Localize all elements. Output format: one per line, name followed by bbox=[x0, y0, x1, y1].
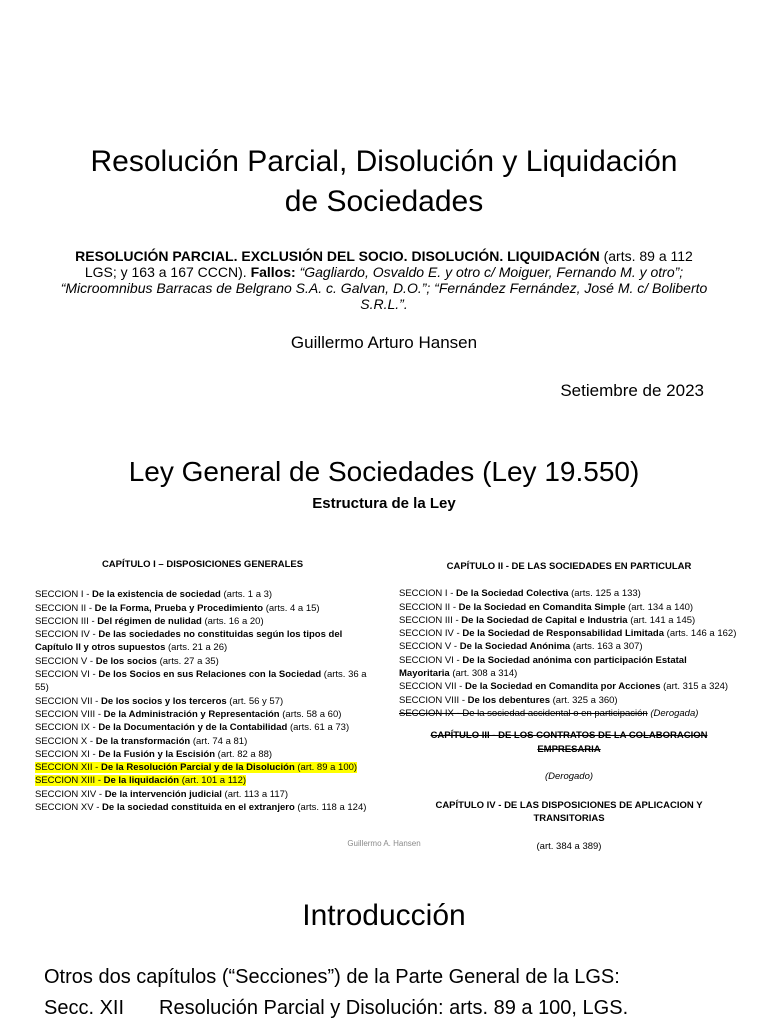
section-item bbox=[399, 614, 739, 627]
section-item bbox=[35, 748, 370, 761]
title-line-2: de Sociedades bbox=[284, 185, 484, 218]
section-prefix: SECCION VIII - bbox=[35, 708, 104, 720]
fallos-text: “Gagliardo, Osvaldo E. y otro c/ Moiguer, Fernando M. y otro”; “Microomnibus Barracas de Belgrano S.A. c. Galvan, D.O.”; “Fernández Fernández, José M. c/ Boliberto S.R.L.”. bbox=[60, 264, 708, 312]
section-item-content bbox=[35, 762, 357, 773]
section-prefix: SECCION VI - bbox=[399, 654, 463, 666]
section-name: De los debentures bbox=[467, 694, 550, 706]
section-arts: (arts. 125 a 133) bbox=[568, 588, 641, 600]
chapter-2-heading: CAPÍTULO II - DE LAS SOCIEDADES EN PARTICULAR bbox=[446, 561, 692, 572]
section-prefix: SECCION I - bbox=[35, 589, 93, 601]
fallos-label: Fallos: bbox=[250, 264, 296, 280]
section-prefix: SECCION VIII - bbox=[399, 694, 468, 706]
repealed-section-note: (Derogada) bbox=[650, 707, 699, 719]
section-item-content bbox=[35, 709, 341, 720]
section-prefix: SECCION III - bbox=[35, 615, 98, 627]
section-arts: (art. 101 a 112) bbox=[179, 775, 247, 787]
section-arts: (arts. 21 a 26) bbox=[165, 642, 228, 654]
repealed-section-text: SECCION IX - De la sociedad accidental o en participación bbox=[399, 707, 648, 719]
section-item bbox=[399, 587, 739, 600]
section-prefix: SECCION XIII - bbox=[35, 775, 104, 787]
section-arts: (arts. 61 a 73) bbox=[287, 722, 350, 734]
section-item bbox=[399, 680, 739, 693]
section-prefix: SECCION IX - bbox=[35, 722, 99, 734]
slide-title: Ley General de Sociedades (Ley 19.550) bbox=[128, 456, 640, 487]
section-item-content bbox=[399, 602, 693, 613]
section-item-content bbox=[35, 656, 219, 667]
section-item-content bbox=[35, 736, 247, 747]
section-item-content bbox=[35, 616, 264, 627]
subtitle-arts: (arts. 89 a 112 LGS; y 163 a 167 CCCN). bbox=[84, 248, 693, 280]
section-item-content bbox=[35, 589, 272, 600]
section-item bbox=[35, 774, 370, 787]
section-name: De la existencia de sociedad bbox=[92, 589, 221, 601]
section-name: De la Sociedad en Comandita Simple bbox=[458, 601, 626, 613]
section-item-content bbox=[399, 655, 687, 679]
section-item bbox=[399, 627, 739, 640]
section-item-content bbox=[35, 789, 288, 800]
section-arts: (arts. 4 a 15) bbox=[263, 602, 320, 614]
body-line-2-text: Resolución Parcial y Disolución: arts. 89 a 100, LGS. bbox=[159, 997, 629, 1019]
section-item-content bbox=[399, 641, 643, 652]
section-item-content bbox=[399, 695, 618, 706]
section-item bbox=[35, 708, 370, 721]
section-name: De la Fusión y la Escisión bbox=[98, 748, 216, 760]
section-arts: (arts. 146 a 162) bbox=[664, 628, 737, 640]
section-item-content bbox=[35, 722, 349, 733]
section-name: De la Sociedad en Comandita por Acciones bbox=[464, 681, 661, 693]
repealed-section bbox=[399, 707, 739, 720]
section-name: De los Socios en sus Relaciones con la Sociedad bbox=[98, 669, 322, 681]
section-arts: (arts. 27 a 35) bbox=[156, 655, 219, 667]
section-prefix: SECCION IV - bbox=[399, 628, 463, 640]
author: Guillermo Arturo Hansen bbox=[290, 333, 478, 352]
section-item-content bbox=[35, 629, 342, 653]
section-arts: (art. 141 a 145) bbox=[627, 614, 696, 626]
section-item-content bbox=[35, 775, 246, 786]
section-item bbox=[35, 761, 370, 774]
section-name: De la Documentación y de la Contabilidad bbox=[98, 722, 288, 734]
document-title bbox=[40, 142, 728, 222]
section-item bbox=[35, 801, 370, 814]
section-prefix: SECCION XV - bbox=[35, 802, 103, 814]
body-line-1: Otros dos capítulos (“Secciones”) de la Parte General de la LGS: bbox=[44, 966, 620, 988]
section-item-content bbox=[399, 615, 695, 626]
section-arts: (arts. 36 a 55) bbox=[35, 669, 367, 694]
section-prefix: SECCION V - bbox=[35, 655, 96, 667]
section-item bbox=[35, 788, 370, 801]
section-arts: (art. 74 a 81) bbox=[190, 735, 248, 747]
chapter-1-heading: CAPÍTULO I – DISPOSICIONES GENERALES bbox=[101, 559, 304, 570]
section-item bbox=[399, 694, 739, 707]
section-item bbox=[35, 655, 370, 668]
section-arts: (art. 56 y 57) bbox=[226, 695, 284, 707]
slide-introduction bbox=[0, 862, 768, 1024]
section-arts: (arts. 1 a 3) bbox=[220, 589, 273, 601]
section-arts: (arts. 16 a 20) bbox=[201, 615, 264, 627]
section-item-content bbox=[35, 669, 367, 693]
section-prefix: SECCION II - bbox=[35, 602, 95, 614]
section-prefix: SECCION IV - bbox=[35, 629, 99, 641]
section-arts: (art. 113 a 117) bbox=[221, 788, 289, 800]
section-item bbox=[399, 601, 739, 614]
section-item bbox=[35, 735, 370, 748]
section-item bbox=[35, 695, 370, 708]
slide-title: Introducción bbox=[302, 899, 466, 932]
chapter-3-note: (Derogado) bbox=[544, 770, 594, 782]
section-item bbox=[35, 602, 370, 615]
chapter-1-column bbox=[35, 558, 370, 814]
section-name: De los socios bbox=[95, 655, 157, 667]
chapter-4-arts: (art. 384 a 389) bbox=[536, 840, 602, 852]
section-prefix: SECCION I - bbox=[399, 588, 457, 600]
section-item-content bbox=[35, 749, 272, 760]
section-prefix: SECCION XII - bbox=[35, 762, 101, 774]
section-arts: (art. 89 a 100) bbox=[294, 762, 358, 774]
section-prefix: SECCION VII - bbox=[399, 681, 465, 693]
body-line-2 bbox=[44, 993, 744, 1024]
section-item bbox=[35, 628, 370, 655]
section-arts: (arts. 163 a 307) bbox=[570, 641, 643, 653]
section-item-content bbox=[399, 588, 641, 599]
chapter-4-heading: CAPÍTULO IV - DE LAS DISPOSICIONES DE APLICACION Y TRANSITORIAS bbox=[435, 800, 703, 825]
section-prefix: SECCION V - bbox=[399, 641, 460, 653]
section-name: De la transformación bbox=[95, 735, 191, 747]
section-arts: (art. 325 a 360) bbox=[549, 694, 618, 706]
section-name: De la Sociedad de Responsabilidad Limitada bbox=[462, 628, 665, 640]
section-name: De la sociedad constituida en el extranjero bbox=[102, 802, 295, 814]
chapter-1-sections bbox=[35, 588, 370, 814]
section-prefix: SECCION VI - bbox=[35, 669, 99, 681]
section-item-content bbox=[399, 681, 728, 692]
section-name: De la intervención judicial bbox=[104, 788, 222, 800]
section-item-content bbox=[35, 696, 283, 707]
section-name: De la Sociedad de Capital e Industria bbox=[461, 614, 628, 626]
section-prefix: SECCION VII - bbox=[35, 695, 101, 707]
section-item-content bbox=[399, 628, 736, 639]
section-prefix: SECCION X - bbox=[35, 735, 96, 747]
section-name: De la Administración y Representación bbox=[103, 708, 280, 720]
section-name: De la Forma, Prueba y Procedimiento bbox=[94, 602, 264, 614]
date: Setiembre de 2023 bbox=[560, 381, 704, 400]
section-item bbox=[35, 615, 370, 628]
body-line-2-label: Secc. XII bbox=[44, 997, 125, 1019]
section-prefix: SECCION XIV - bbox=[35, 788, 105, 800]
section-name: De las sociedades no constituidas según los tipos del Capítulo II y otros supuestos bbox=[35, 629, 343, 654]
chapter-2-sections bbox=[399, 587, 739, 707]
section-arts: (art. 134 a 140) bbox=[625, 601, 694, 613]
section-item bbox=[35, 588, 370, 601]
section-name: De la Resolución Parcial y de la Disolución bbox=[100, 762, 295, 774]
title-line-1: Resolución Parcial, Disolución y Liquidación bbox=[90, 145, 678, 178]
section-arts: (arts. 58 a 60) bbox=[279, 708, 342, 720]
section-item bbox=[399, 654, 739, 681]
section-item bbox=[35, 721, 370, 734]
subtitle-topics: RESOLUCIÓN PARCIAL. EXCLUSIÓN DEL SOCIO. DISOLUCIÓN. LIQUIDACIÓN bbox=[75, 248, 600, 264]
section-name: De la Sociedad Colectiva bbox=[456, 588, 569, 600]
section-name: De los socios y los terceros bbox=[100, 695, 227, 707]
slide-footer: Guillermo A. Hansen bbox=[347, 839, 421, 848]
section-prefix: SECCION XI - bbox=[35, 748, 99, 760]
chapter-2-column bbox=[399, 560, 739, 853]
section-item-content bbox=[35, 603, 320, 614]
section-arts: (art. 82 a 88) bbox=[215, 748, 273, 760]
section-name: De la Sociedad Anónima bbox=[459, 641, 571, 653]
document-subtitle bbox=[60, 248, 708, 312]
slide-subtitle: Estructura de la Ley bbox=[312, 495, 456, 512]
slide-body bbox=[44, 962, 744, 1024]
section-name: De la liquidación bbox=[103, 775, 180, 787]
section-item bbox=[35, 668, 370, 695]
section-name: Del régimen de nulidad bbox=[97, 615, 202, 627]
section-prefix: SECCION II - bbox=[399, 601, 459, 613]
section-arts: (arts. 118 a 124) bbox=[294, 802, 367, 814]
section-item bbox=[399, 640, 739, 653]
section-prefix: SECCION III - bbox=[399, 614, 462, 626]
chapter-3-heading: CAPÍTULO III - DE LOS CONTRATOS DE LA COLABORACION EMPRESARIA bbox=[430, 730, 708, 755]
section-name: De la Sociedad anónima con participación Estatal Mayoritaria bbox=[399, 654, 687, 680]
section-arts: (art. 315 a 324) bbox=[660, 681, 729, 693]
section-arts: (art. 308 a 314) bbox=[449, 668, 518, 680]
slide-title bbox=[0, 0, 768, 432]
section-item-content bbox=[35, 802, 366, 813]
slide-structure bbox=[0, 432, 768, 862]
